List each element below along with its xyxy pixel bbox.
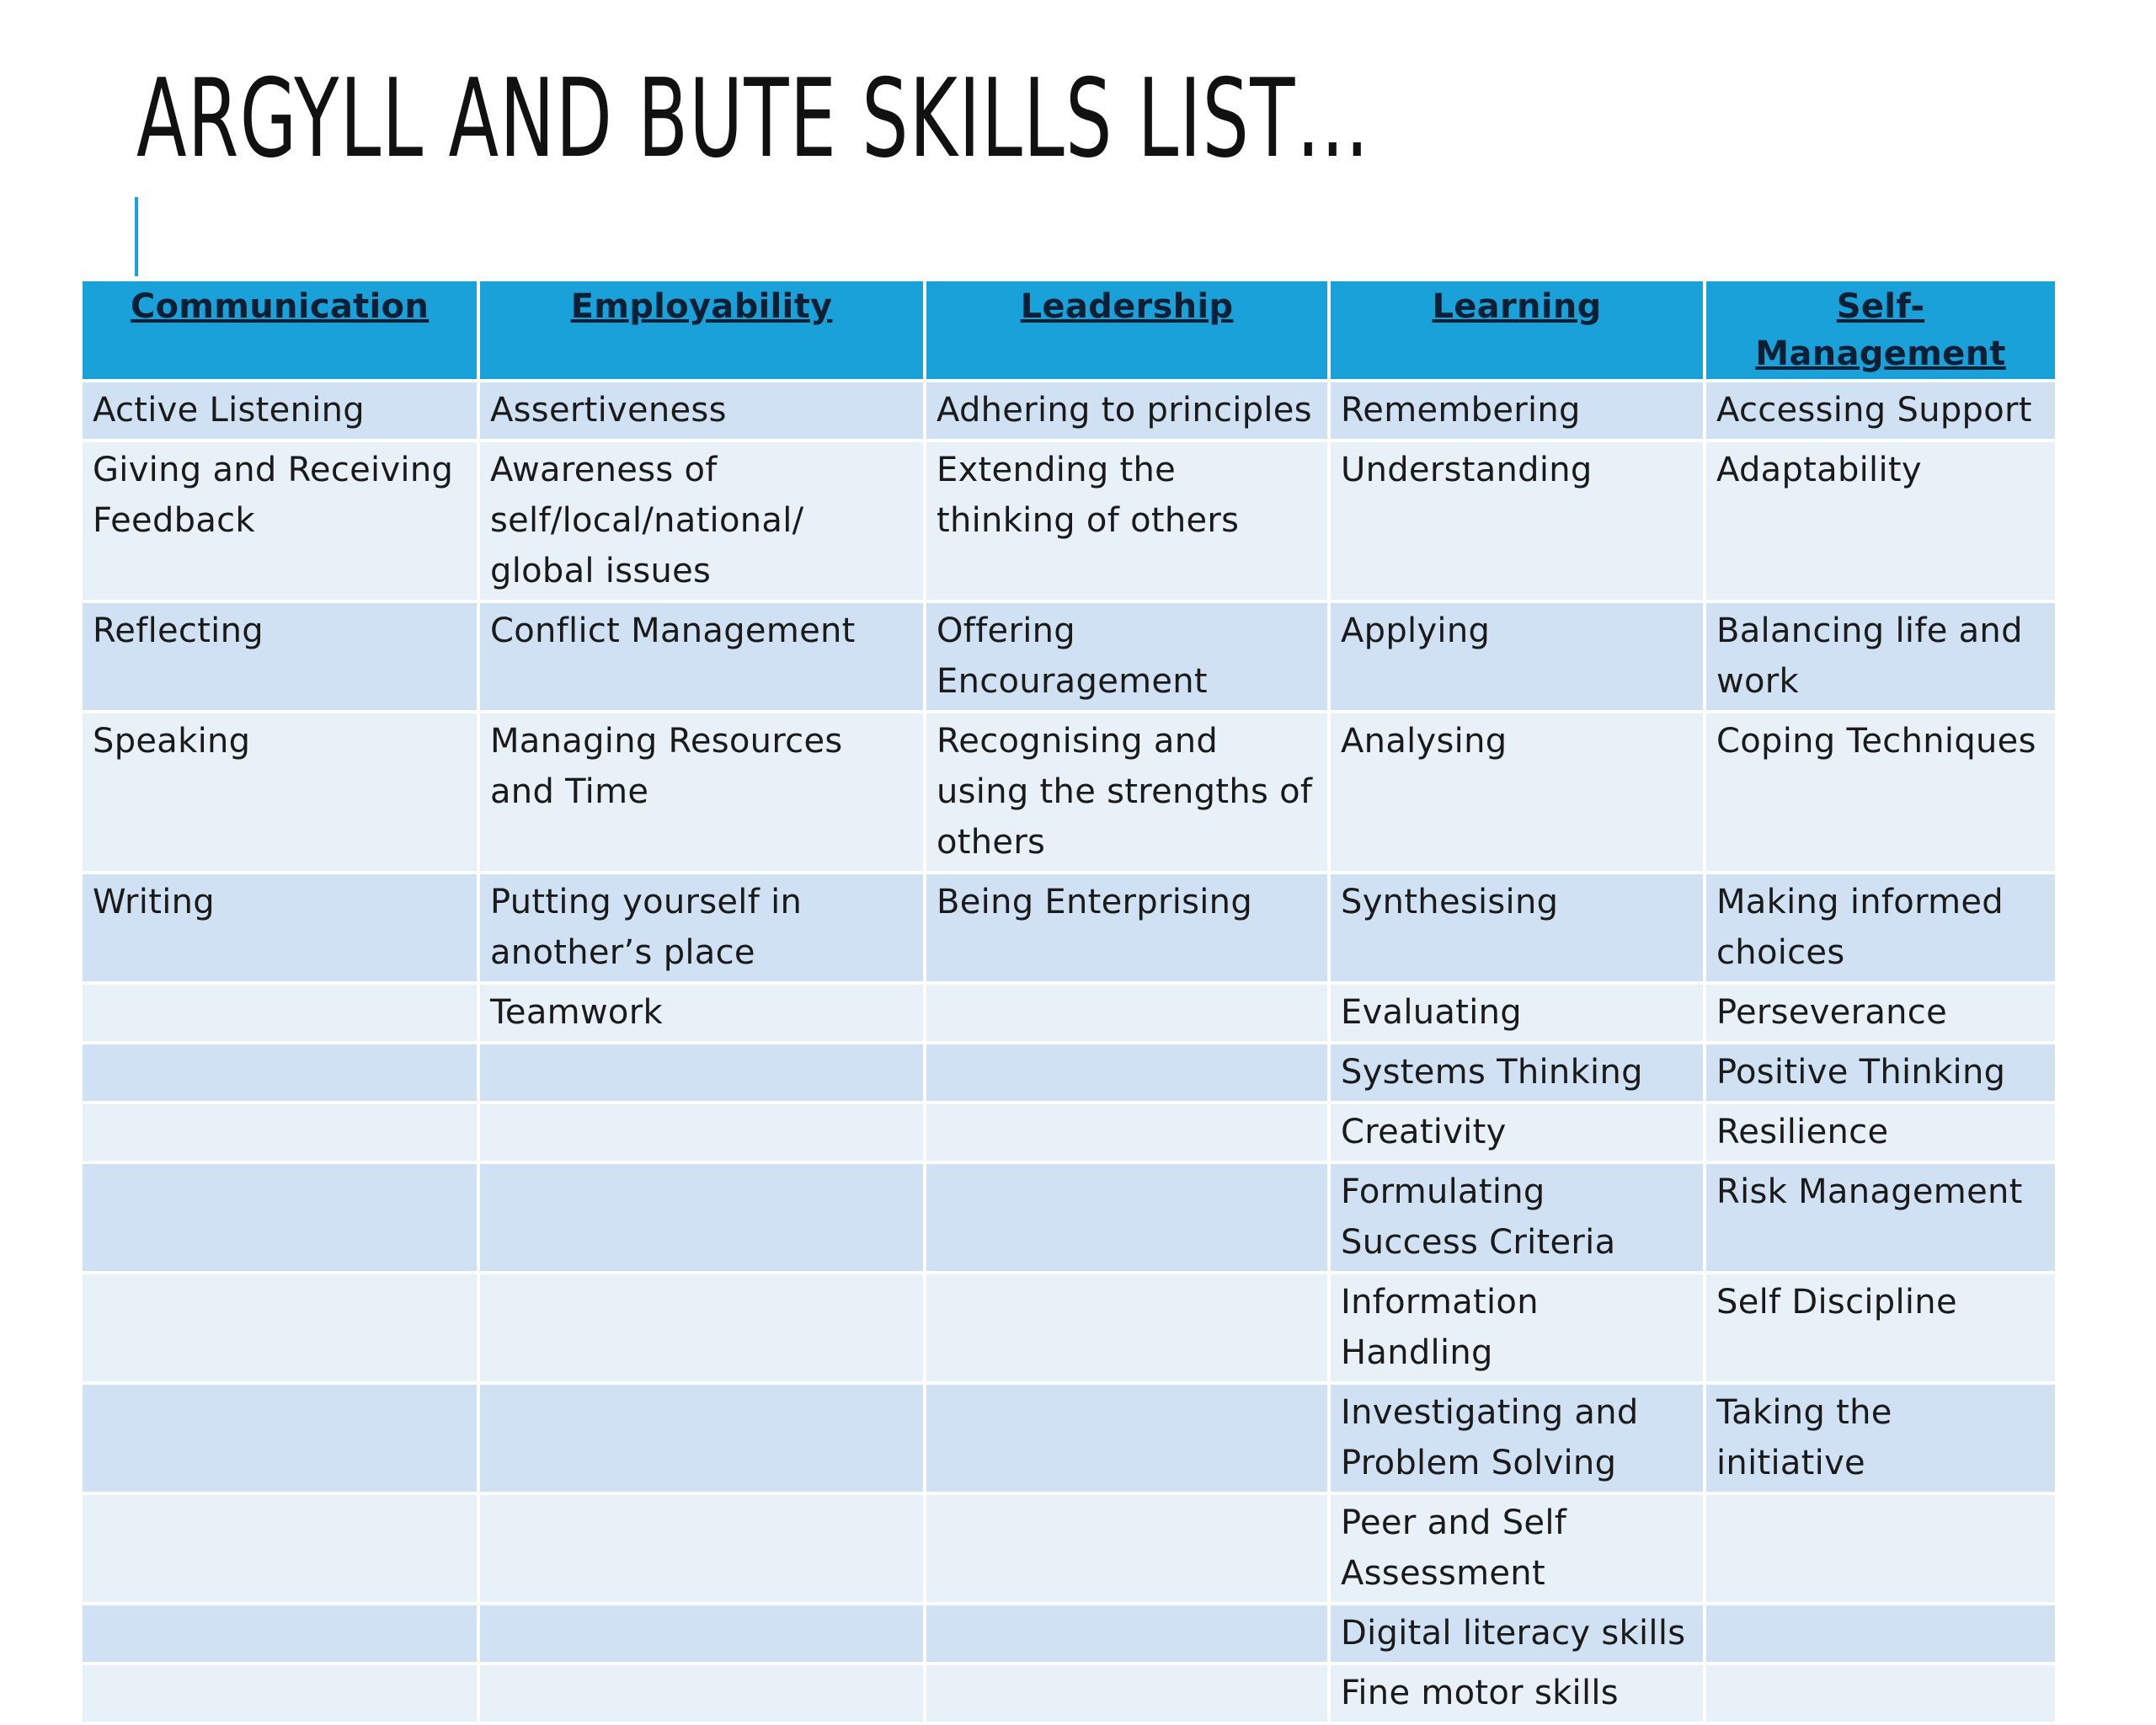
table-cell: Giving and Receiving Feedback [81, 441, 478, 601]
table-header-row [81, 280, 2057, 381]
table-cell: Perseverance [1705, 983, 2057, 1043]
table-cell [1705, 1664, 2057, 1723]
table-cell: Extending the thinking of others [925, 441, 1329, 601]
table-row [81, 1604, 2057, 1664]
table-cell [81, 1043, 478, 1103]
table-row [81, 1664, 2057, 1723]
table-cell: Formulating Success Criteria [1329, 1162, 1705, 1273]
table-row [81, 712, 2057, 873]
table-cell: Speaking [81, 712, 478, 873]
table-cell [81, 1664, 478, 1723]
table-row [81, 1103, 2057, 1162]
table-cell [925, 983, 1329, 1043]
table-cell [925, 1493, 1329, 1604]
header-learning: Learning [1329, 280, 1705, 381]
table-cell [81, 1493, 478, 1604]
table-cell [81, 1103, 478, 1162]
table-cell: Analysing [1329, 712, 1705, 873]
table-row [81, 1383, 2057, 1493]
table-cell: Conflict Management [478, 601, 925, 712]
header-leadership: Leadership [925, 280, 1329, 381]
table-cell: Adhering to principles [925, 381, 1329, 441]
header-communication: Communication [81, 280, 478, 381]
skills-table [79, 278, 2058, 1725]
table-cell [478, 1493, 925, 1604]
table-cell: Reflecting [81, 601, 478, 712]
table-row [81, 441, 2057, 601]
table-cell: Assertiveness [478, 381, 925, 441]
table-row [81, 601, 2057, 712]
table-cell: Taking the initiative [1705, 1383, 2057, 1493]
table-cell [478, 1043, 925, 1103]
table-row [81, 1273, 2057, 1383]
table-cell [1705, 1493, 2057, 1604]
table-cell: Risk Management [1705, 1162, 2057, 1273]
table-cell: Balancing life and work [1705, 601, 2057, 712]
table-cell: Positive Thinking [1705, 1043, 2057, 1103]
table-cell [478, 1103, 925, 1162]
table-cell: Accessing Support [1705, 381, 2057, 441]
header-employability: Employability [478, 280, 925, 381]
table-cell: Teamwork [478, 983, 925, 1043]
title-accent-line [135, 197, 138, 276]
table-cell: Awareness of self/local/national/ global issues [478, 441, 925, 601]
table-cell: Peer and Self Assessment [1329, 1493, 1705, 1604]
table-cell: Offering Encouragement [925, 601, 1329, 712]
table-cell: Adaptability [1705, 441, 2057, 601]
table-cell [81, 983, 478, 1043]
table-row [81, 1162, 2057, 1273]
table-cell [81, 1273, 478, 1383]
table-cell [925, 1273, 1329, 1383]
table-cell [478, 1162, 925, 1273]
table-row [81, 1043, 2057, 1103]
table-cell [478, 1383, 925, 1493]
table-cell: Coping Techniques [1705, 712, 2057, 873]
table-row [81, 381, 2057, 441]
table-cell: Making informed choices [1705, 873, 2057, 983]
table-cell: Applying [1329, 601, 1705, 712]
table-cell [925, 1103, 1329, 1162]
table-cell: Information Handling [1329, 1273, 1705, 1383]
table-cell: Creativity [1329, 1103, 1705, 1162]
table-row [81, 983, 2057, 1043]
table-cell [81, 1604, 478, 1664]
table-cell [925, 1664, 1329, 1723]
table-cell [925, 1043, 1329, 1103]
table-cell: Systems Thinking [1329, 1043, 1705, 1103]
table-cell: Putting yourself in another’s place [478, 873, 925, 983]
table-cell [925, 1604, 1329, 1664]
table-cell [1705, 1604, 2057, 1664]
table-cell: Being Enterprising [925, 873, 1329, 983]
table-cell [478, 1664, 925, 1723]
table-cell [925, 1383, 1329, 1493]
table-cell: Investigating and Problem Solving [1329, 1383, 1705, 1493]
table-cell: Active Listening [81, 381, 478, 441]
table-cell: Remembering [1329, 381, 1705, 441]
table-cell: Resilience [1705, 1103, 2057, 1162]
table-cell [81, 1162, 478, 1273]
table-cell: Managing Resources and Time [478, 712, 925, 873]
table-cell [478, 1273, 925, 1383]
table-cell: Recognising and using the strengths of others [925, 712, 1329, 873]
table-row [81, 873, 2057, 983]
table-cell: Self Discipline [1705, 1273, 2057, 1383]
table-cell: Writing [81, 873, 478, 983]
header-self-management: Self-Management [1705, 280, 2057, 381]
table-cell: Evaluating [1329, 983, 1705, 1043]
table-cell: Fine motor skills [1329, 1664, 1705, 1723]
table-cell: Digital literacy skills [1329, 1604, 1705, 1664]
table-cell: Synthesising [1329, 873, 1705, 983]
table-cell [478, 1604, 925, 1664]
table-cell [81, 1383, 478, 1493]
slide-title: ARGYLL AND BUTE SKILLS LIST… [136, 56, 1371, 182]
table-cell: Understanding [1329, 441, 1705, 601]
table-cell [925, 1162, 1329, 1273]
table-row [81, 1493, 2057, 1604]
